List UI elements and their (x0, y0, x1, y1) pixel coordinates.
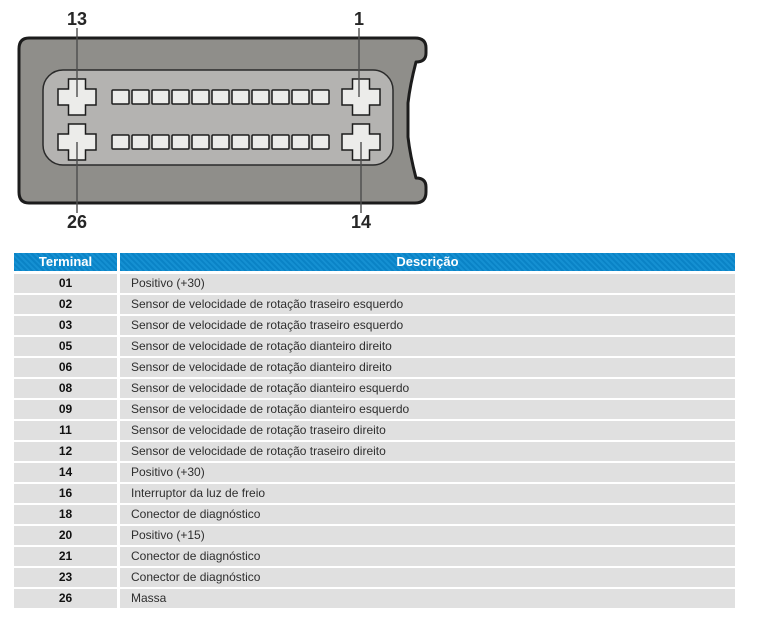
small-pin (212, 90, 229, 104)
table-body (14, 274, 735, 608)
small-pin (292, 90, 309, 104)
table-row (14, 484, 735, 503)
small-pin (112, 135, 129, 149)
descricao-cell: Massa (120, 589, 735, 608)
table-row (14, 337, 735, 356)
pin-14-label: 14 (350, 212, 372, 232)
small-pin (192, 90, 209, 104)
small-pin (212, 135, 229, 149)
table-row (14, 358, 735, 377)
table-row (14, 421, 735, 440)
connector-diagram (0, 0, 440, 240)
small-pin (312, 90, 329, 104)
table-row (14, 379, 735, 398)
table-row (14, 505, 735, 524)
small-pin (292, 135, 309, 149)
terminal-cell: 03 (14, 316, 117, 335)
small-pin (152, 135, 169, 149)
table-row (14, 526, 735, 545)
small-pin (132, 90, 149, 104)
descricao-cell: Sensor de velocidade de rotação dianteiro esquerdo (120, 379, 735, 398)
descricao-cell: Positivo (+30) (120, 274, 735, 293)
descricao-cell: Conector de diagnóstico (120, 568, 735, 587)
small-pin (112, 90, 129, 104)
terminal-cell: 11 (14, 421, 117, 440)
terminal-cell: 01 (14, 274, 117, 293)
small-pin (272, 135, 289, 149)
descricao-cell: Positivo (+15) (120, 526, 735, 545)
descricao-cell: Conector de diagnóstico (120, 505, 735, 524)
small-pin (132, 135, 149, 149)
descricao-cell: Sensor de velocidade de rotação dianteiro direito (120, 337, 735, 356)
small-pin (232, 90, 249, 104)
small-pin (152, 90, 169, 104)
pin-26-label: 26 (66, 212, 88, 232)
descricao-cell: Conector de diagnóstico (120, 547, 735, 566)
descricao-cell: Interruptor da luz de freio (120, 484, 735, 503)
terminal-cell: 21 (14, 547, 117, 566)
descricao-cell: Sensor de velocidade de rotação dianteiro direito (120, 358, 735, 377)
small-pin (272, 90, 289, 104)
descricao-cell: Sensor de velocidade de rotação traseiro esquerdo (120, 295, 735, 314)
terminal-cell: 18 (14, 505, 117, 524)
descricao-cell: Positivo (+30) (120, 463, 735, 482)
descricao-cell: Sensor de velocidade de rotação traseiro direito (120, 442, 735, 461)
terminal-cell: 20 (14, 526, 117, 545)
terminal-cell: 12 (14, 442, 117, 461)
table-row (14, 316, 735, 335)
terminal-cell: 14 (14, 463, 117, 482)
small-pin (312, 135, 329, 149)
table-header-row (14, 253, 735, 271)
small-pin (252, 135, 269, 149)
pin-13-label: 13 (66, 9, 88, 29)
terminal-cell: 23 (14, 568, 117, 587)
terminal-cell: 06 (14, 358, 117, 377)
small-pin (172, 90, 189, 104)
terminal-table (14, 253, 735, 608)
terminal-cell: 08 (14, 379, 117, 398)
table-row (14, 568, 735, 587)
descricao-cell: Sensor de velocidade de rotação traseiro direito (120, 421, 735, 440)
small-pin (172, 135, 189, 149)
table-row (14, 463, 735, 482)
terminal-cell: 26 (14, 589, 117, 608)
table-row (14, 547, 735, 566)
terminal-column-header: Terminal (14, 253, 117, 271)
table-row (14, 442, 735, 461)
descricao-cell: Sensor de velocidade de rotação traseiro esquerdo (120, 316, 735, 335)
table-row (14, 295, 735, 314)
terminal-cell: 09 (14, 400, 117, 419)
small-pin (232, 135, 249, 149)
terminal-cell: 05 (14, 337, 117, 356)
pin-1-label: 1 (353, 9, 365, 29)
terminal-cell: 02 (14, 295, 117, 314)
small-pin (192, 135, 209, 149)
table-row (14, 274, 735, 293)
table-row (14, 400, 735, 419)
terminal-cell: 16 (14, 484, 117, 503)
descricao-column-header: Descrição (120, 253, 735, 271)
descricao-cell: Sensor de velocidade de rotação dianteiro esquerdo (120, 400, 735, 419)
small-pin (252, 90, 269, 104)
table-row (14, 589, 735, 608)
